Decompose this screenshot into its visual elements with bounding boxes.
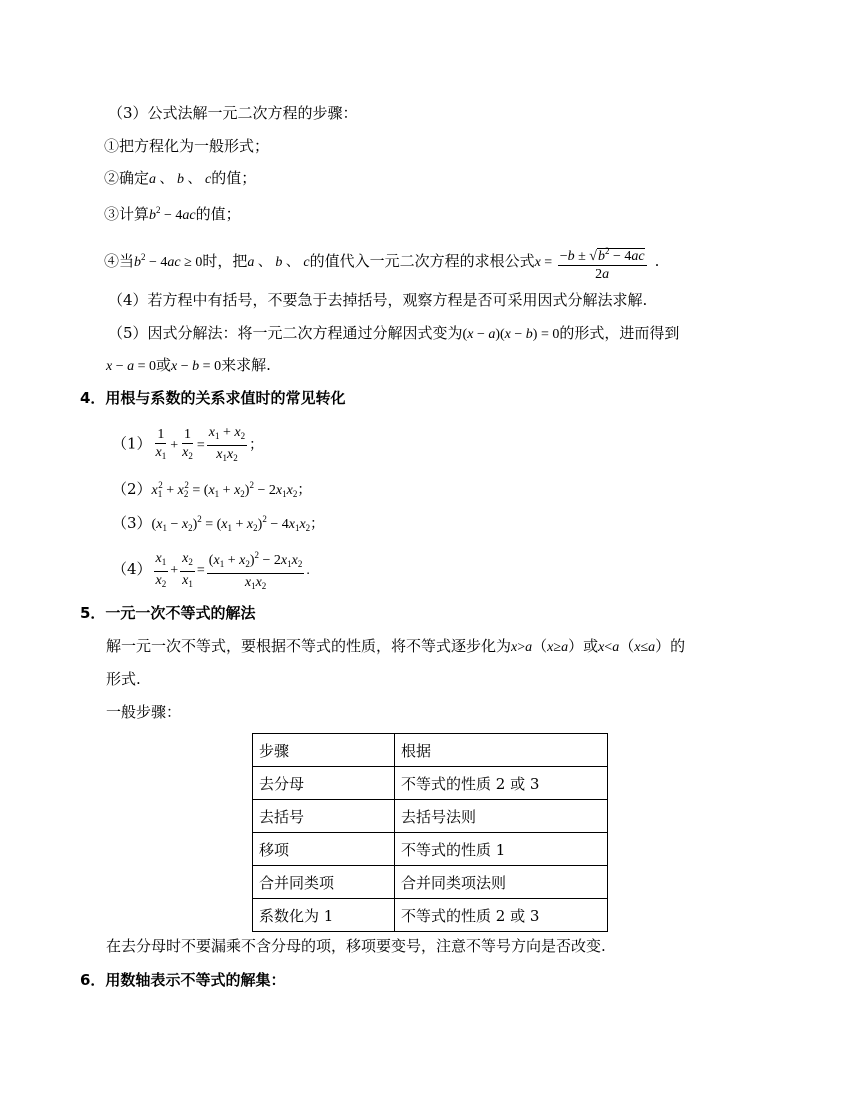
formula-4: （4） $\frac{x_1}{x_2}$ + $\frac{x_2}{x_1}$ = $\frac{(x_1 + x_2)^2 - 2x_1x_2}{x_1x_2}$ .: [112, 547, 310, 595]
table-header-row: [253, 734, 608, 767]
table-row: [253, 899, 608, 932]
step-1: ①把方程化为一般形式；: [104, 137, 270, 155]
table-cell: 不等式的性质 2 或 3: [395, 767, 608, 800]
table-row: [253, 767, 608, 800]
section5-para-line1: （5）因式分解法：将一元二次方程通过分解因式变为(x − a)(x − b) = 0的形式，进而得到: [108, 324, 680, 342]
step-4: ④当$b^2 - 4ac \ge 0$时，把a 、 b 、 c的值代入一元二次方程的求根公式x = $\frac{-b \pm √b^2 - 4ac}{2a}$ .: [104, 231, 659, 289]
table-cell: 去括号: [253, 800, 395, 833]
table-header-cell: 步骤: [253, 734, 395, 767]
section4-para: （4）若方程中有括号，不要急于去掉括号，观察方程是否可采用因式分解法求解.: [108, 291, 648, 309]
table-row: [253, 833, 608, 866]
table-cell: 不等式的性质 1: [395, 833, 608, 866]
table-cell: 移项: [253, 833, 395, 866]
section5-text-line2: 形式.: [106, 670, 141, 688]
formula-1: （1） $\frac{1}{x_1}$ + $\frac{1}{x_2}$ = $\frac{x_1 + x_2}{x_1x_2}$ ；: [112, 425, 264, 463]
table-cell: 系数化为 1: [253, 899, 395, 932]
heading-4: 4．用根与系数的关系求值时的常见转化: [80, 389, 346, 407]
note-text: 在去分母时不要漏乘不含分母的项，移项要变号，注意不等号方向是否改变.: [106, 937, 606, 955]
section5-para-line2: x − a = 0或x − b = 0来求解.: [106, 356, 271, 374]
step-2: ②确定a 、 b 、 c的值；: [104, 169, 257, 187]
table-row: [253, 800, 608, 833]
steps-label: 一般步骤：: [106, 703, 182, 721]
heading-5: 5．一元一次不等式的解法: [80, 604, 256, 622]
steps-table: [252, 733, 608, 932]
table-cell: 去括号法则: [395, 800, 608, 833]
section3-title: （3）公式法解一元二次方程的步骤：: [108, 104, 358, 122]
step-3: ③计算$b^2 - 4ac$的值；: [104, 205, 241, 223]
section5-text-line1: 解一元一次不等式，要根据不等式的性质，将不等式逐步化为x>a（x≥a）或x<a（x≤a）的: [106, 637, 686, 655]
table-row: [253, 866, 608, 899]
table-cell: 合并同类项: [253, 866, 395, 899]
table-cell: 合并同类项法则: [395, 866, 608, 899]
heading-6: 6．用数轴表示不等式的解集：: [80, 971, 286, 989]
formula-2: $(2)x_1^2 + x_2^2 = (x_1 + x_2)^2 - 2x_1x_2$；: [112, 480, 312, 499]
formula-3: $(3)(x_1 - x_2)^2 = (x_1 + x_2)^2 - 4x_1x_2$；: [112, 514, 325, 533]
table-cell: 不等式的性质 2 或 3: [395, 899, 608, 932]
table-header-cell: 根据: [395, 734, 608, 767]
table-cell: 去分母: [253, 767, 395, 800]
